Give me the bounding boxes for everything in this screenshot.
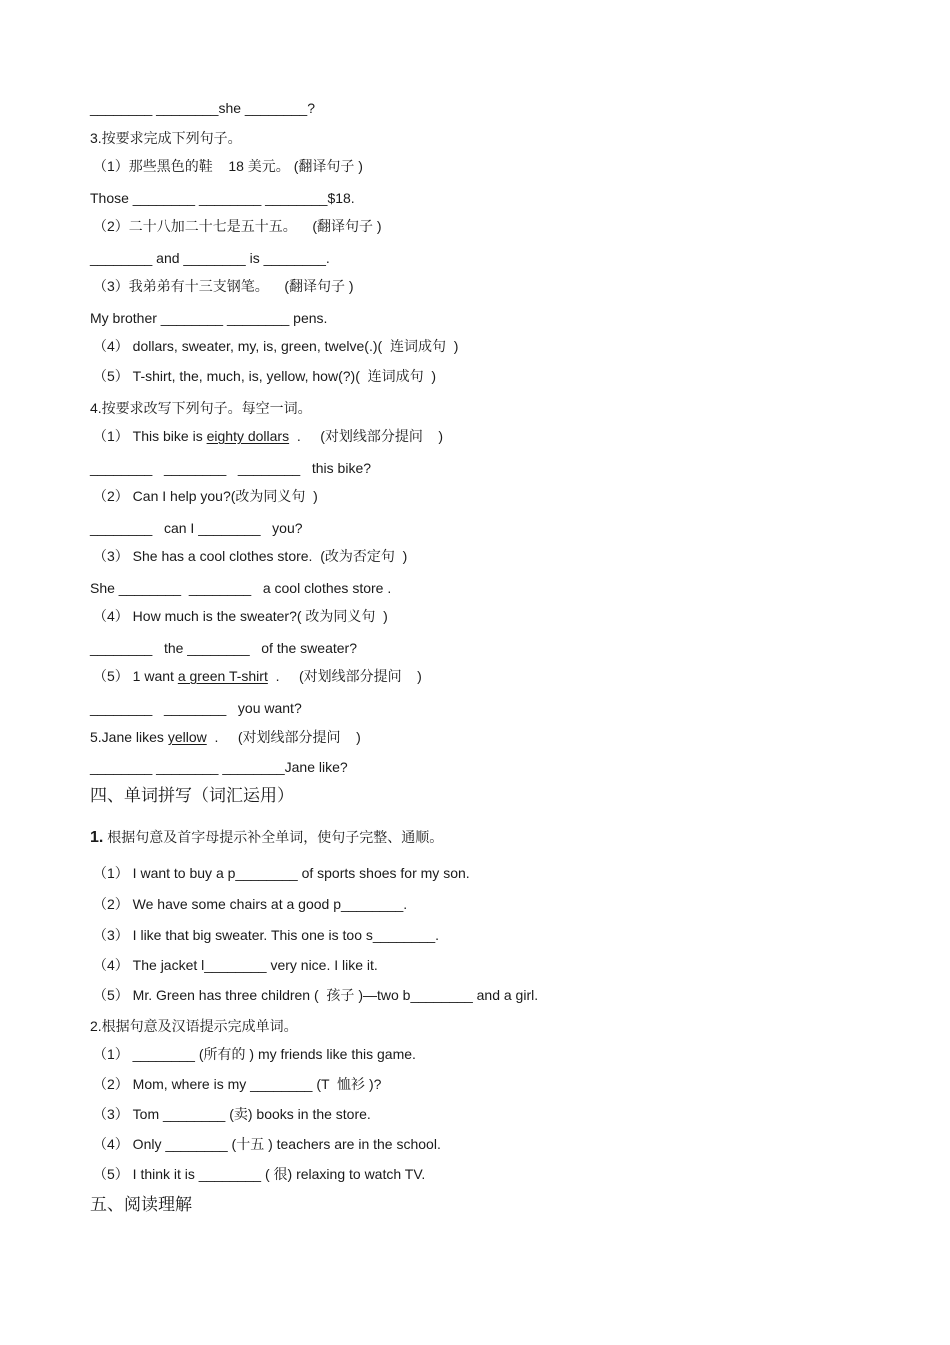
q4-item-5-text: （5） 1 want [93,668,178,684]
q5-text: 5.Jane likes [90,729,168,745]
q4-item-5 [93,667,422,685]
q4-item-1 [93,427,443,445]
part-1-item: （1） I want to buy a p________ of sports shoes for my son. [93,865,470,881]
q3-item-3-answer: My brother ________ ________ pens. [90,310,328,326]
q4-item-1-answer: ________ ________ ________ this bike? [90,460,372,476]
part-2-item: （2） Mom, where is my ________ (T 恤衫 )? [93,1076,382,1092]
q3-title: 3.按要求完成下列句子。 [90,130,242,146]
q4-item-5-instruction: . (对划线部分提问 ) [267,668,422,684]
part-2-item: （5） I think it is ________ ( 很) relaxing to watch TV. [93,1166,426,1182]
q4-item-1-underlined: eighty dollars [206,428,290,444]
q2-last-line: ________ ________she ________? [90,100,316,116]
q4-item-3-answer: She ________ ________ a cool clothes store . [90,580,392,596]
part-1-number: 1. [90,829,104,846]
q5-underlined: yellow [167,729,207,745]
q4-item-1-text: （1） This bike is [93,428,207,444]
part-2-item: （3） Tom ________ (卖) books in the store. [93,1106,371,1122]
q5-answer: ________ ________ ________Jane like? [90,759,348,775]
q4-title: 4.按要求改写下列句子。每空一词。 [90,400,312,416]
q4-item-2: （2） Can I help you?(改为同义句 ) [93,488,318,504]
q4-item-1-instruction: . (对划线部分提问 ) [289,428,444,444]
part-1-item: （5） Mr. Green has three children ( 孩子 )—two b________ and a girl. [93,987,539,1003]
section-4-title: 四、单词拼写（词汇运用） [90,786,294,805]
q3-item-2-answer: ________ and ________ is ________. [90,250,330,266]
q4-item-3: （3） She has a cool clothes store. (改为否定句 ) [93,548,408,564]
section-5-title: 五、阅读理解 [90,1195,192,1214]
q3-item-3: （3）我弟弟有十三支钢笔。 (翻译句子 ) [93,278,354,294]
q3-item-2: （2）二十八加二十七是五十五。 (翻译句子 ) [93,218,382,234]
part-1-instruction [90,828,443,847]
part-2-instruction: 2.根据句意及汉语提示完成单词。 [90,1018,298,1034]
q4-item-4-answer: ________ the ________ of the sweater? [90,640,357,656]
q3-item-4: （4） dollars, sweater, my, is, green, twelve(.)( 连词成句 ) [93,338,459,354]
q3-item-5: （5） T-shirt, the, much, is, yellow, how(?)( 连词成句 ) [93,368,437,384]
q5-instruction: . (对划线部分提问 ) [206,729,361,745]
q4-item-5-answer: ________ ________ you want? [90,700,302,716]
q4-item-5-underlined: a green T-shirt [177,668,268,684]
q5-line [90,728,361,746]
q4-item-4: （4） How much is the sweater?( 改为同义句 ) [93,608,388,624]
part-1-text: 根据句意及首字母提示补全单词，使句子完整、通顺。 [103,829,444,845]
part-1-item: （4） The jacket l________ very nice. I like it. [93,957,378,973]
part-2-item: （1） ________ (所有的 ) my friends like this game. [93,1046,416,1062]
part-1-item: （3） I like that big sweater. This one is too s________. [93,927,440,943]
q4-item-2-answer: ________ can I ________ you? [90,520,303,536]
part-2-item: （4） Only ________ (十五 ) teachers are in the school. [93,1136,441,1152]
q3-item-1-answer: Those ________ ________ ________$18. [90,190,355,206]
q3-item-1: （1）那些黑色的鞋 18 美元。 (翻译句子 ) [93,158,363,174]
part-1-item: （2） We have some chairs at a good p________. [93,896,408,912]
